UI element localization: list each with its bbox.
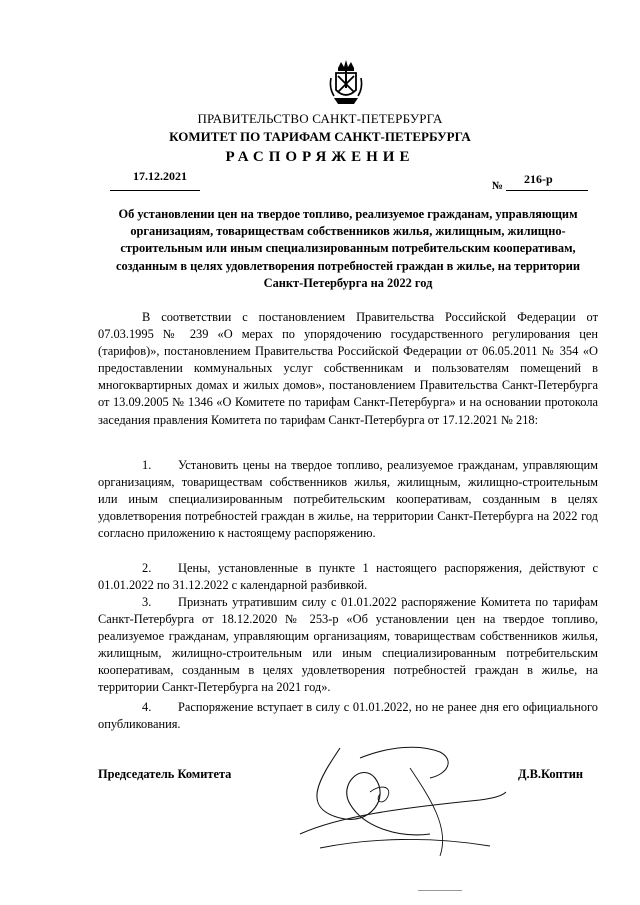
item-text: Распоряжение вступает в силу с 01.01.2022, но не ранее дня его официального опубликования. xyxy=(98,700,598,732)
item-4 xyxy=(98,699,598,733)
government-name: ПРАВИТЕЛЬСТВО САНКТ-ПЕТЕРБУРГА xyxy=(197,111,443,126)
number-sign: № xyxy=(492,180,504,192)
item-number: 1. xyxy=(142,458,152,472)
item-number: 4. xyxy=(142,700,152,714)
item-number: 2. xyxy=(142,561,152,575)
committee-name: КОМИТЕТ ПО ТАРИФАМ САНКТ-ПЕТЕРБУРГА xyxy=(169,129,471,144)
date-underline xyxy=(110,190,200,191)
item-2 xyxy=(98,560,598,594)
document-type: РАСПОРЯЖЕНИЕ xyxy=(225,149,415,165)
handwritten-signature xyxy=(280,738,510,868)
footer-divider xyxy=(418,890,462,891)
item-1 xyxy=(98,457,598,542)
coat-of-arms-icon xyxy=(328,58,364,108)
document-subject: Об установлении цен на твердое топливо, реализуемое гражданам, управляющим организациям, товариществам собственников жилья, жилищным, жилищно-строительным или иным специализированным потребительским кооперативам, созданным в целях удовлетворения потребностей граждан в жилье, на территории Санкт-Петербурга на 2022 год xyxy=(115,207,581,290)
item-text: Цены, установленные в пункте 1 настоящего распоряжения, действуют с 01.01.2022 по 31.12.2022 с календарной разбивкой. xyxy=(98,561,598,593)
signatory-name: Д.В.Коптин xyxy=(518,767,584,781)
item-number: 3. xyxy=(142,595,152,609)
item-text: Признать утратившим силу с 01.01.2022 распоряжение Комитета по тарифам Санкт-Петербурга от 18.12.2020 № 253-р «Об установлении цен на твердое топливо, реализуемое гражданам, управляющим организациям, товариществам собственников жилья, жилищным, жилищно-строительным или иным специализированным потребительским кооперативам, созданным в целях удовлетворения потребностей граждан в жилье, на территории Санкт-Петербурга на 2021 год». xyxy=(98,595,598,695)
item-text: Установить цены на твердое топливо, реализуемое гражданам, управляющим организациям, товариществам собственников жилья, жилищным, жилищно-строительным или иным специализированным потребительским кооперативам, созданным в целях удовлетворения потребностей граждан в жилье, на территории Санкт-Петербурга на 2022 год согласно приложению к настоящему распоряжению. xyxy=(98,458,598,541)
document-number: 216-р xyxy=(524,172,553,186)
number-underline xyxy=(506,190,588,191)
item-3 xyxy=(98,594,598,697)
signatory-title: Председатель Комитета xyxy=(98,767,232,781)
document-date: 17.12.2021 xyxy=(133,169,187,183)
preamble-paragraph: В соответствии с постановлением Правительства Российской Федерации от 07.03.1995 № 239 «О мерах по упорядочению государственного регулирования цен (тарифов)», постановлением Правительства Российской Федерации от 06.05.2011 № 354 «О предоставлении коммунальных услуг собственникам и пользователям помещений в многоквартирных домах и жилых домов», постановлением Правительства Санкт-Петербурга от 13.09.2005 № 1346 «О Комитете по тарифам Санкт-Петербурга» и на основании протокола заседания правления Комитета по тарифам Санкт-Петербурга от 17.12.2021 № 218: xyxy=(98,310,598,427)
